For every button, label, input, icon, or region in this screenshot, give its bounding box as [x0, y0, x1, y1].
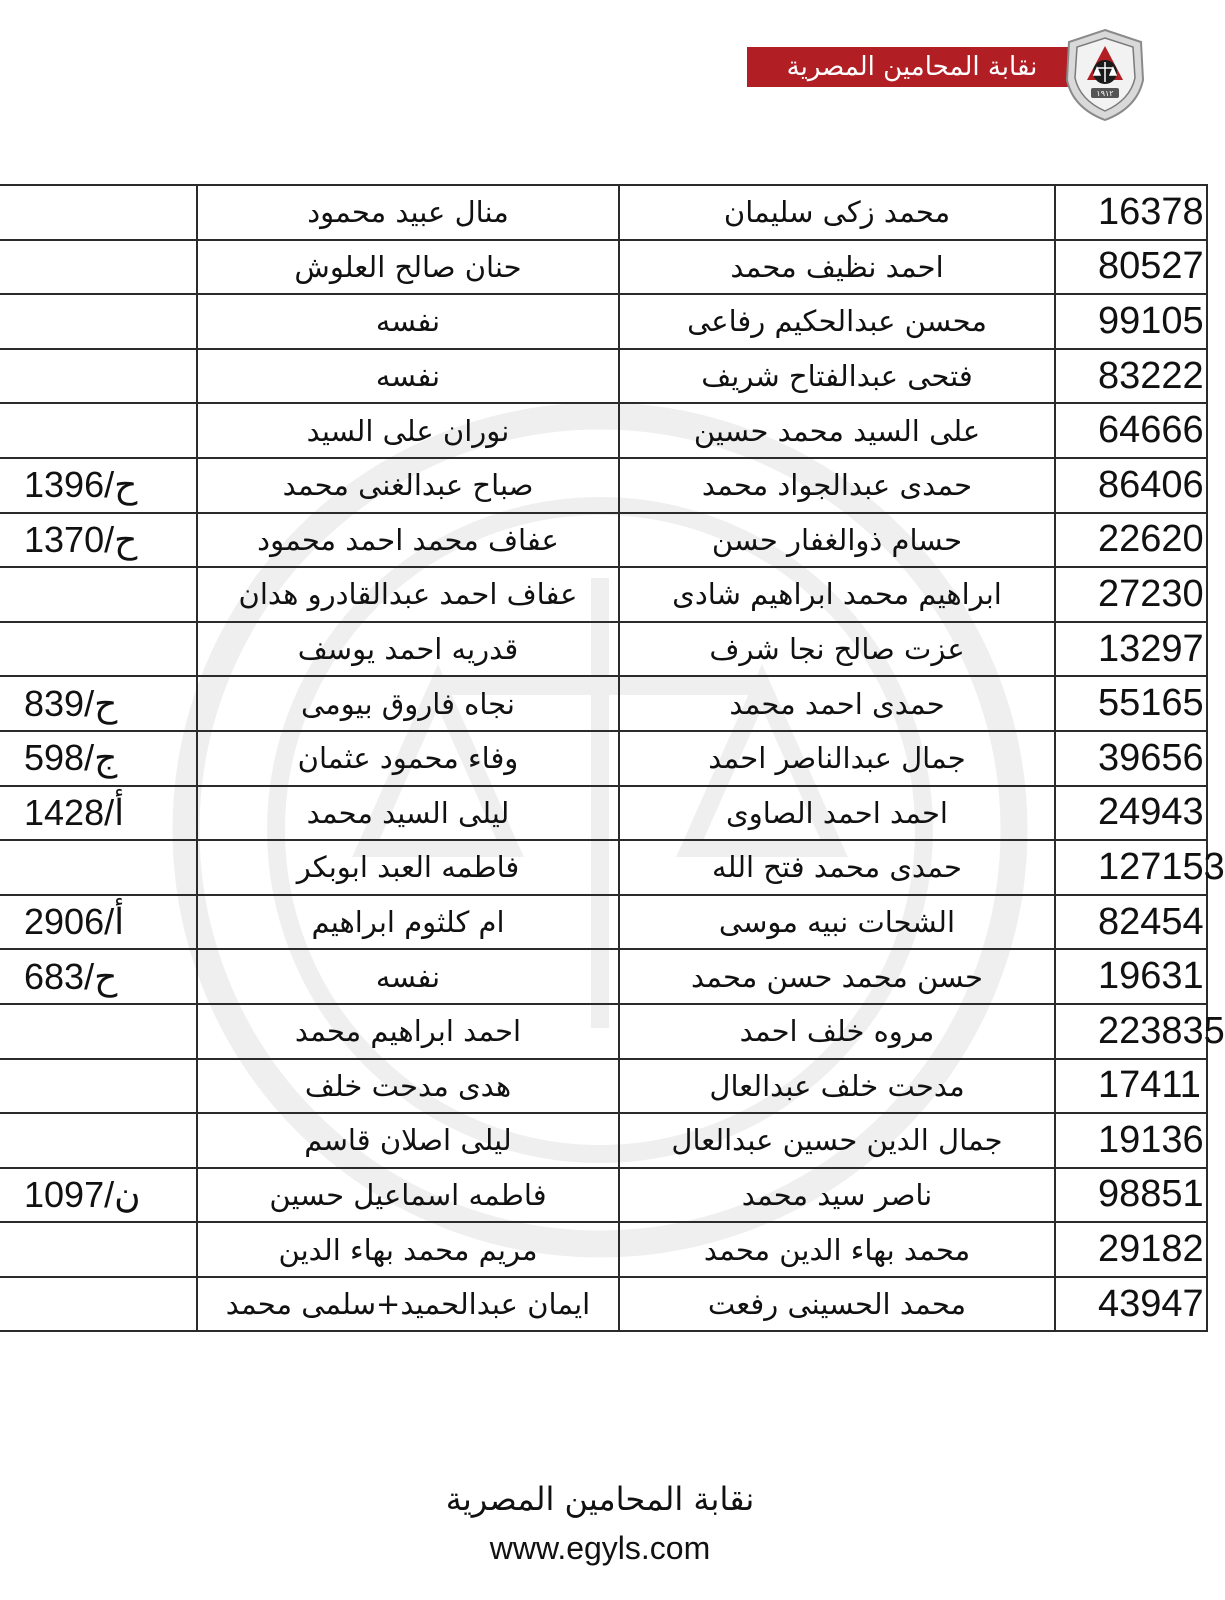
table-row — [0, 1277, 1207, 1332]
ref-cell — [0, 294, 197, 349]
first-name-cell: عزت صالح نجا شرف — [619, 622, 1055, 677]
table-row — [0, 895, 1207, 950]
member-number-cell: 27230 — [1055, 567, 1207, 622]
second-name-cell: منال عبيد محمود — [197, 185, 619, 240]
ref-cell — [0, 622, 197, 677]
table-row — [0, 840, 1207, 895]
member-number-cell: 99105 — [1055, 294, 1207, 349]
second-name-cell: مريم محمد بهاء الدين — [197, 1222, 619, 1277]
table-row — [0, 294, 1207, 349]
member-number-cell: 86406 — [1055, 458, 1207, 513]
table-row — [0, 349, 1207, 404]
ref-cell — [0, 240, 197, 295]
member-number-cell: 29182 — [1055, 1222, 1207, 1277]
table-row — [0, 458, 1207, 513]
table-row — [0, 676, 1207, 731]
table-row — [0, 513, 1207, 568]
first-name-cell: جمال عبدالناصر احمد — [619, 731, 1055, 786]
first-name-cell: ابراهيم محمد ابراهيم شادى — [619, 567, 1055, 622]
first-name-cell: محمد بهاء الدين محمد — [619, 1222, 1055, 1277]
table-row — [0, 786, 1207, 841]
member-number-cell: 127153 — [1055, 840, 1207, 895]
ref-cell — [0, 185, 197, 240]
member-number-cell: 17411 — [1055, 1059, 1207, 1114]
member-number-cell: 43947 — [1055, 1277, 1207, 1332]
first-name-cell: محمد الحسينى رفعت — [619, 1277, 1055, 1332]
second-name-cell: ام كلثوم ابراهيم — [197, 895, 619, 950]
first-name-cell: حسن محمد حسن محمد — [619, 949, 1055, 1004]
first-name-cell: حمدى محمد فتح الله — [619, 840, 1055, 895]
ref-cell — [0, 840, 197, 895]
second-name-cell: احمد ابراهيم محمد — [197, 1004, 619, 1059]
ref-cell: 1097/ن — [0, 1168, 197, 1223]
table-row — [0, 567, 1207, 622]
table-row — [0, 1222, 1207, 1277]
footer-url[interactable]: www.egyls.com — [489, 1530, 711, 1566]
table-row — [0, 1059, 1207, 1114]
first-name-cell: حمدى احمد محمد — [619, 676, 1055, 731]
logo-year: ١٩١٢ — [1096, 89, 1114, 98]
first-name-cell: مروه خلف احمد — [619, 1004, 1055, 1059]
member-number-cell: 24943 — [1055, 786, 1207, 841]
member-number-cell: 64666 — [1055, 403, 1207, 458]
second-name-cell: ايمان عبدالحميد+سلمى محمد — [197, 1277, 619, 1332]
header-title: نقابة المحامين المصرية — [786, 52, 1038, 82]
ref-cell — [0, 1222, 197, 1277]
member-number-cell: 55165 — [1055, 676, 1207, 731]
first-name-cell: محمد زكى سليمان — [619, 185, 1055, 240]
table-row — [0, 403, 1207, 458]
second-name-cell: هدى مدحت خلف — [197, 1059, 619, 1114]
ref-cell — [0, 1277, 197, 1332]
second-name-cell: صباح عبدالغنى محمد — [197, 458, 619, 513]
member-number-cell: 39656 — [1055, 731, 1207, 786]
second-name-cell: ليلى اصلان قاسم — [197, 1113, 619, 1168]
first-name-cell: حمدى عبدالجواد محمد — [619, 458, 1055, 513]
ref-cell — [0, 567, 197, 622]
table-row — [0, 185, 1207, 240]
ref-cell: 598/ج — [0, 731, 197, 786]
first-name-cell: احمد احمد الصاوى — [619, 786, 1055, 841]
second-name-cell: قدريه احمد يوسف — [197, 622, 619, 677]
first-name-cell: محسن عبدالحكيم رفاعى — [619, 294, 1055, 349]
member-number-cell: 16378 — [1055, 185, 1207, 240]
ref-cell — [0, 1059, 197, 1114]
second-name-cell: نجاه فاروق بيومى — [197, 676, 619, 731]
member-number-cell: 22620 — [1055, 513, 1207, 568]
table-row — [0, 1113, 1207, 1168]
table-row — [0, 1004, 1207, 1059]
member-number-cell: 83222 — [1055, 349, 1207, 404]
member-number-cell: 223835 — [1055, 1004, 1207, 1059]
member-number-cell: 82454 — [1055, 895, 1207, 950]
first-name-cell: ناصر سيد محمد — [619, 1168, 1055, 1223]
ref-cell — [0, 1004, 197, 1059]
table-row — [0, 1168, 1207, 1223]
ref-cell: 839/ح — [0, 676, 197, 731]
second-name-cell: نوران على السيد — [197, 403, 619, 458]
second-name-cell: عفاف احمد عبدالقادرو هدان — [197, 567, 619, 622]
first-name-cell: مدحت خلف عبدالعال — [619, 1059, 1055, 1114]
second-name-cell: نفسه — [197, 349, 619, 404]
ref-cell: 1428/أ — [0, 786, 197, 841]
second-name-cell: ليلى السيد محمد — [197, 786, 619, 841]
member-number-cell: 98851 — [1055, 1168, 1207, 1223]
table-row — [0, 622, 1207, 677]
member-number-cell: 80527 — [1055, 240, 1207, 295]
table-row — [0, 731, 1207, 786]
first-name-cell: حسام ذوالغفار حسن — [619, 513, 1055, 568]
first-name-cell: على السيد محمد حسين — [619, 403, 1055, 458]
ref-cell — [0, 349, 197, 404]
first-name-cell: احمد نظيف محمد — [619, 240, 1055, 295]
first-name-cell: الشحات نبيه موسى — [619, 895, 1055, 950]
second-name-cell: فاطمه العبد ابوبكر — [197, 840, 619, 895]
member-number-cell: 19136 — [1055, 1113, 1207, 1168]
member-number-cell: 13297 — [1055, 622, 1207, 677]
ref-cell: 683/ح — [0, 949, 197, 1004]
member-number-cell: 19631 — [1055, 949, 1207, 1004]
second-name-cell: حنان صالح العلوش — [197, 240, 619, 295]
table-row — [0, 949, 1207, 1004]
table-row — [0, 240, 1207, 295]
bar-association-logo-icon — [1063, 28, 1147, 122]
records-table — [0, 184, 1225, 1332]
second-name-cell: نفسه — [197, 294, 619, 349]
second-name-cell: وفاء محمود عثمان — [197, 731, 619, 786]
first-name-cell: جمال الدين حسين عبدالعال — [619, 1113, 1055, 1168]
second-name-cell: نفسه — [197, 949, 619, 1004]
ref-cell: 1396/ح — [0, 458, 197, 513]
footer-title: نقابة المحامين المصرية — [445, 1480, 755, 1518]
header-banner — [747, 47, 1077, 87]
ref-cell — [0, 1113, 197, 1168]
second-name-cell: فاطمه اسماعيل حسين — [197, 1168, 619, 1223]
ref-cell — [0, 403, 197, 458]
second-name-cell: عفاف محمد احمد محمود — [197, 513, 619, 568]
ref-cell: 1370/ح — [0, 513, 197, 568]
ref-cell: 2906/أ — [0, 895, 197, 950]
first-name-cell: فتحى عبدالفتاح شريف — [619, 349, 1055, 404]
